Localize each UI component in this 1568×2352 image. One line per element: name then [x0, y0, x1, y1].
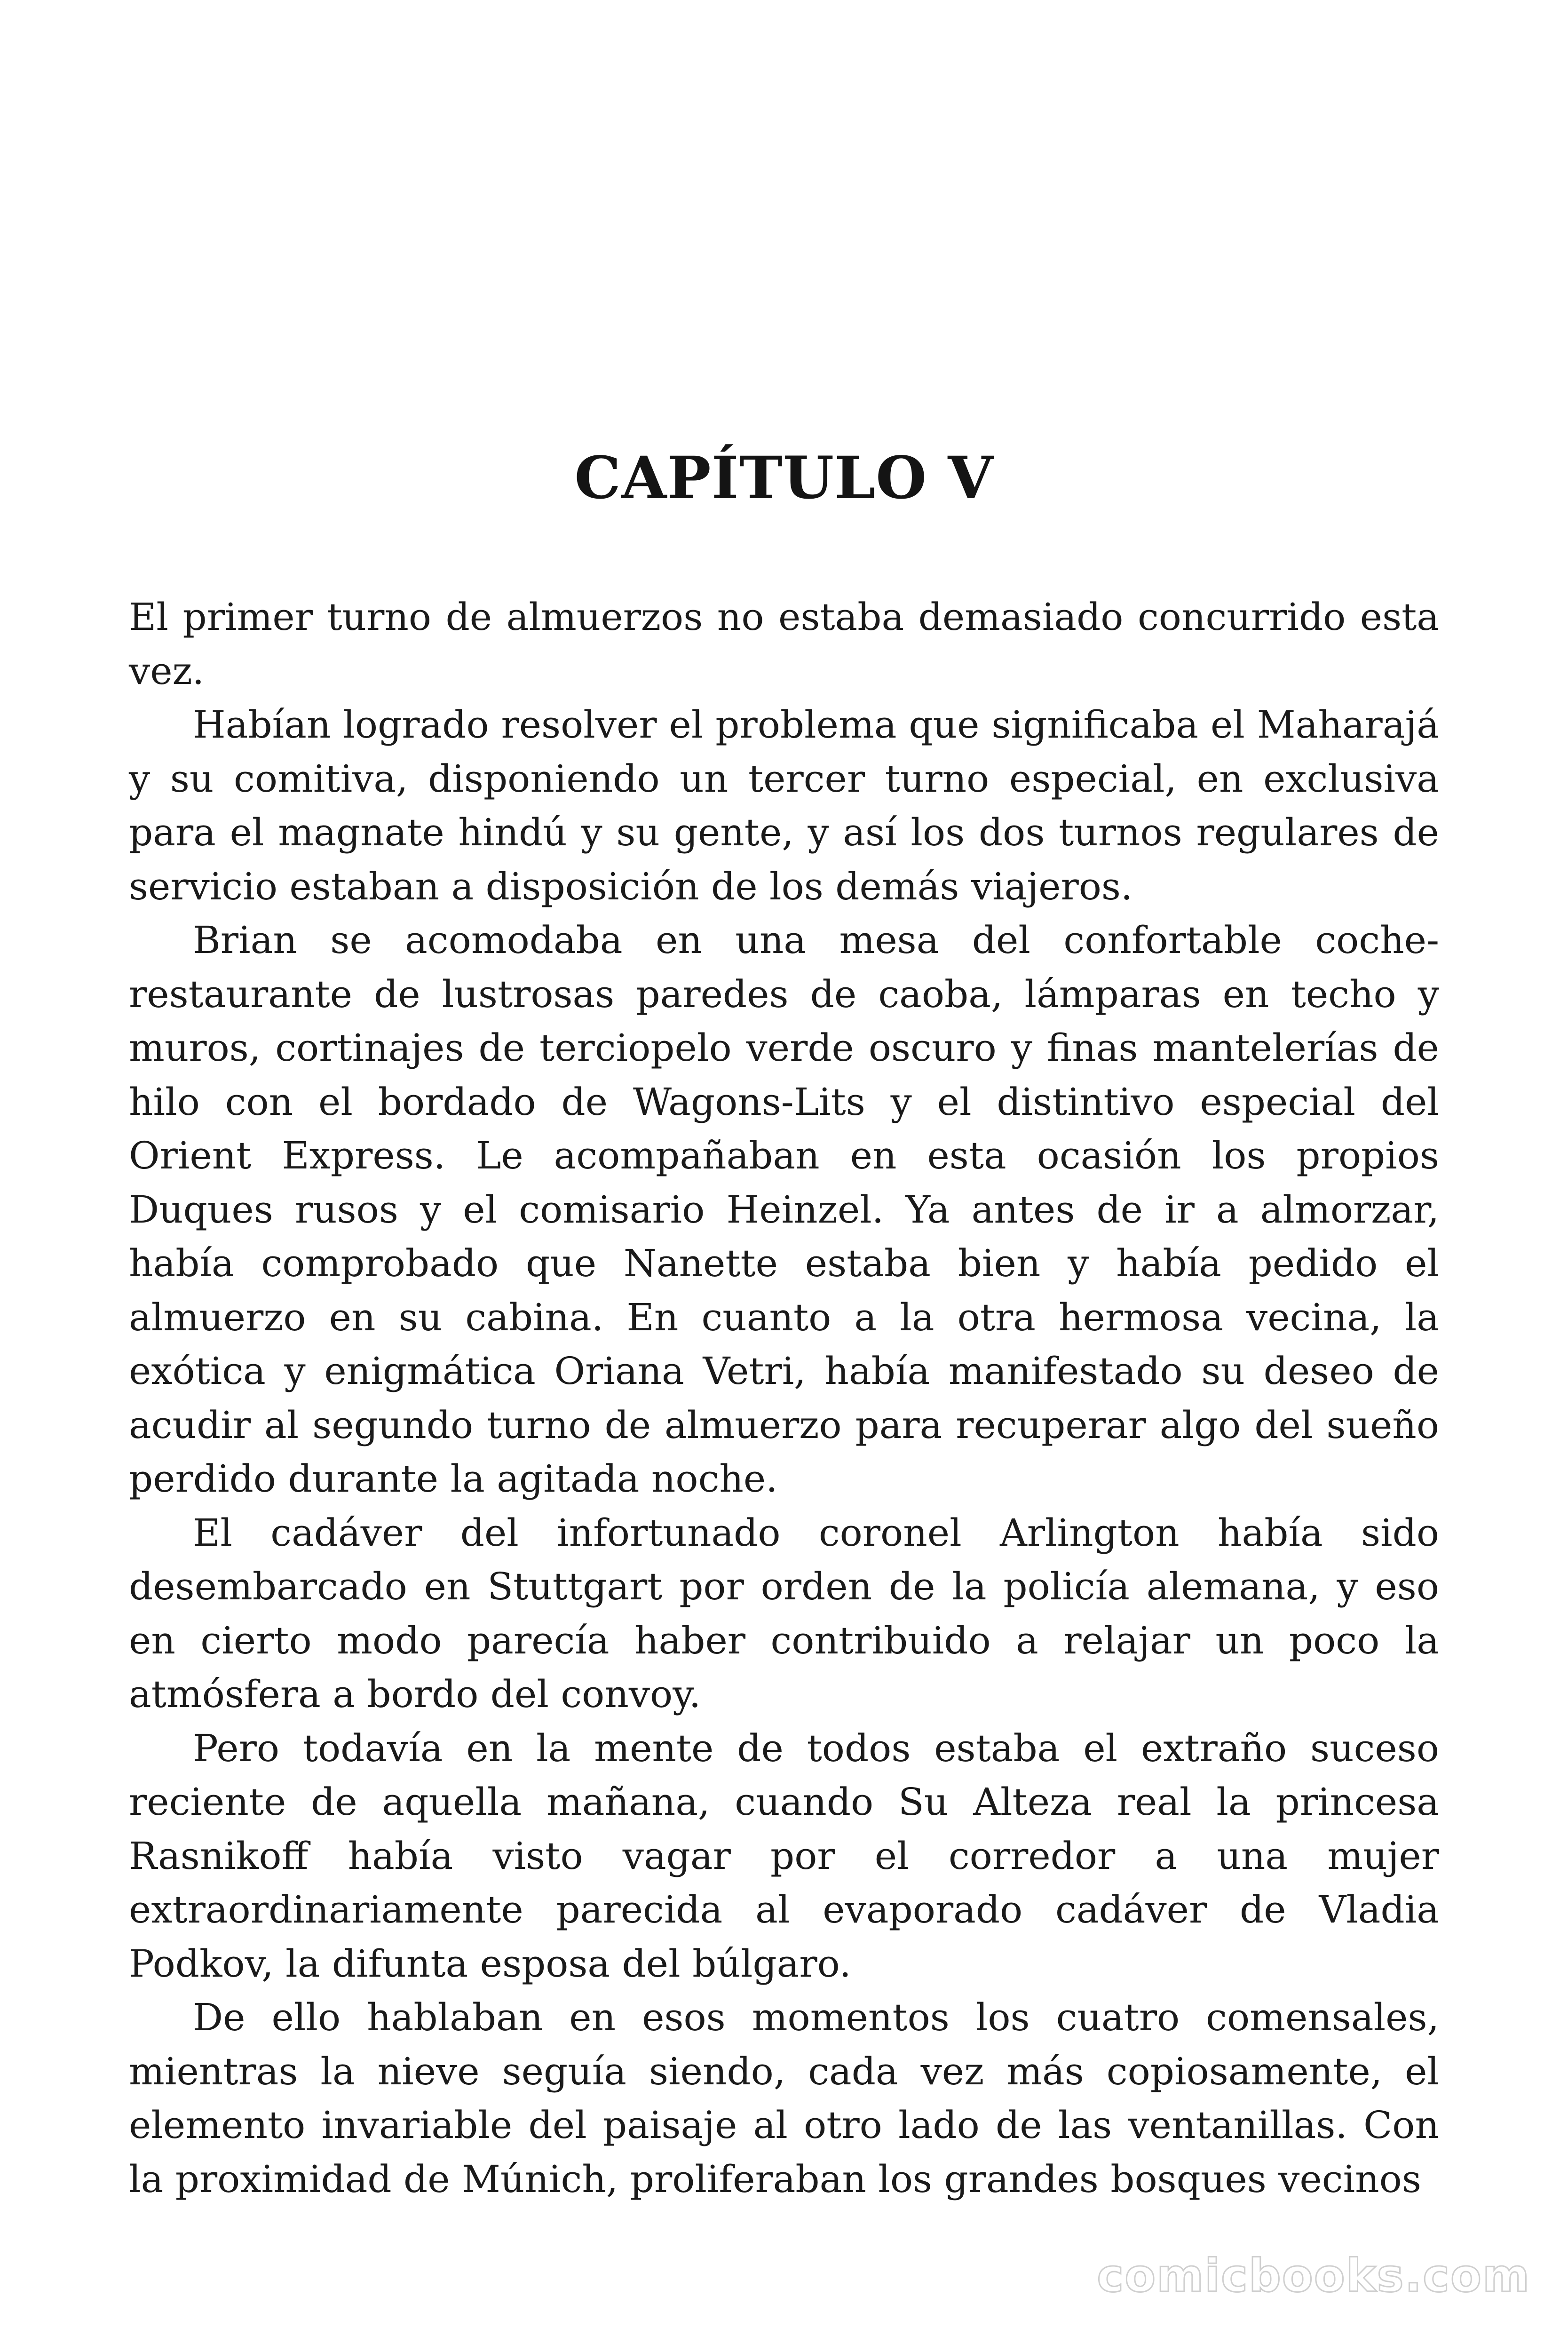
chapter-body — [129, 590, 1439, 2206]
chapter-title: CAPÍTULO V — [574, 444, 994, 512]
paragraph-2: Habían logrado resolver el problema que significaba el Maharajá y su comitiva, disponiendo un tercer turno especial, en exclusiva para el magnate hindú y su gente, y así los dos turnos regulares de servicio estaban a disposición de los demás viajeros. — [129, 703, 1439, 908]
paragraph-1: El primer turno de almuerzos no estaba demasiado concurrido esta vez. — [129, 595, 1439, 693]
paragraph-3: Brian se acomodaba en una mesa del confortable coche-restaurante de lustrosas paredes de caoba, lámparas en techo y muros, cortinajes de terciopelo verde oscuro y finas mantelerías de hilo con el bordado de Wagons-Lits y el distintivo especial del Orient Express. Le acompañaban en esta ocasión los propios Duques rusos y el comisario Heinzel. Ya antes de ir a almorzar, había comprobado que Nanette estaba bien y había pedido el almuerzo en su cabina. En cuanto a la otra hermosa vecina, la exótica y enigmática Oriana Vetri, había manifestado su deseo de acudir al segundo turno de almuerzo para recuperar algo del sueño perdido durante la agitada noche. — [129, 918, 1439, 1501]
watermark-logo: comicbooks.com — [1097, 2249, 1530, 2302]
paragraph-4: El cadáver del infortunado coronel Arlington había sido desembarcado en Stuttgart por orden de la policía alemana, y eso en cierto modo parecía haber contribuido a relajar un poco la atmósfera a bordo del convoy. — [129, 1510, 1439, 1716]
paragraph-6: De ello hablaban en esos momentos los cuatro comensales, mientras la nieve seguía siendo, cada vez más copiosamente, el elemento invariable del paisaje al otro lado de las ventanillas. Con la proximidad de Múnich, proliferaban los grandes bosques vecinos — [129, 1995, 1439, 2201]
paragraph-5: Pero todavía en la mente de todos estaba el extraño suceso reciente de aquella mañana, cuando Su Alteza real la princesa Rasnikoff había visto vagar por el corredor a una mujer extraordinariamente parecida al evaporado cadáver de Vladia Podkov, la difunta esposa del búlgaro. — [129, 1726, 1439, 1986]
